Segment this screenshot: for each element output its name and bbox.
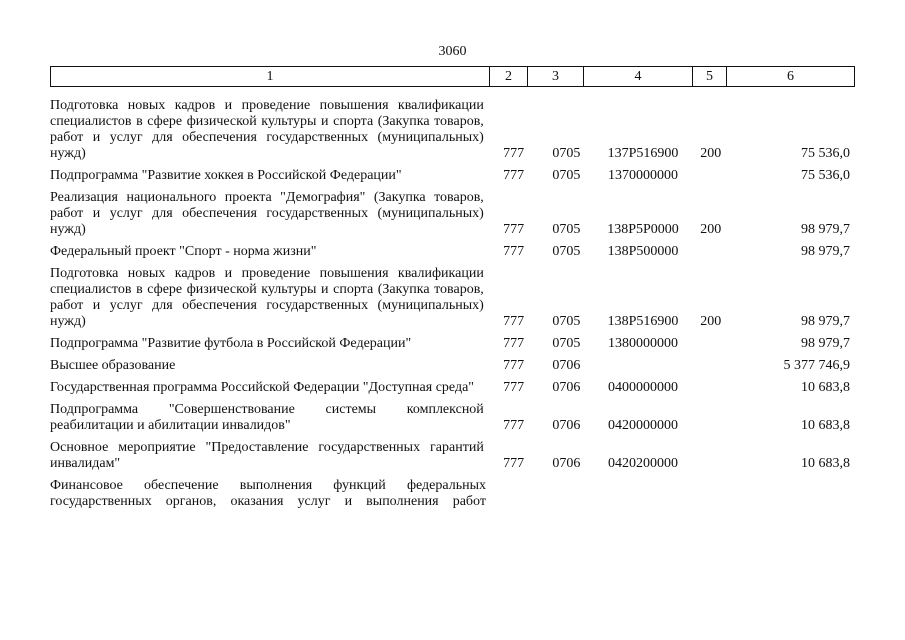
row-ministry-code: 777 bbox=[503, 418, 525, 433]
page-number: 3060 bbox=[438, 44, 467, 59]
row-ministry-code: 777 bbox=[503, 456, 525, 471]
row-target-article: 1370000000 bbox=[608, 168, 679, 183]
row-section-code: 0706 bbox=[552, 358, 581, 373]
row-ministry-code: 777 bbox=[503, 358, 525, 373]
row-section-code: 0705 bbox=[552, 222, 581, 237]
table-row bbox=[50, 98, 850, 162]
row-amount: 98 979,7 bbox=[800, 222, 850, 237]
row-description: Федеральный проект "Спорт - норма жизни" bbox=[50, 244, 317, 259]
row-target-article: 0420000000 bbox=[608, 418, 679, 433]
row-description: Подпрограмма "Развитие хоккея в Российской Федерации" bbox=[50, 168, 402, 183]
row-expense-type: 200 bbox=[700, 314, 722, 329]
row-amount: 10 683,8 bbox=[800, 380, 850, 395]
row-target-article: 138Р5Р0000 bbox=[607, 222, 679, 237]
row-ministry-code: 777 bbox=[503, 314, 525, 329]
row-amount: 98 979,7 bbox=[800, 314, 850, 329]
row-amount: 75 536,0 bbox=[800, 146, 850, 161]
row-amount: 98 979,7 bbox=[800, 244, 850, 259]
row-description: Подготовка новых кадров и проведение повышения квалификации специалистов в сфере физической культуры и спорта (Закупка товаров, работ и услуг для обеспечения государственных (муниципальных) нужд) bbox=[50, 98, 484, 161]
row-ministry-code: 777 bbox=[503, 168, 525, 183]
row-target-article: 138Р516900 bbox=[607, 314, 679, 329]
row-section-code: 0706 bbox=[552, 418, 581, 433]
column-header-1: 1 bbox=[51, 67, 490, 87]
row-description: Финансовое обеспечение выполнения функций федеральных государственных органов, оказания услуг и выполнения работ bbox=[50, 478, 486, 509]
row-amount: 98 979,7 bbox=[800, 336, 850, 351]
table-row bbox=[50, 336, 850, 352]
row-section-code: 0705 bbox=[552, 168, 581, 183]
row-description: Подготовка новых кадров и проведение повышения квалификации специалистов в сфере физической культуры и спорта (Закупка товаров, работ и услуг для обеспечения государственных (муниципальных) нужд) bbox=[50, 266, 484, 329]
table-row bbox=[50, 478, 850, 510]
table-row bbox=[50, 380, 850, 396]
row-description: Высшее образование bbox=[50, 358, 176, 373]
row-section-code: 0705 bbox=[552, 146, 581, 161]
row-description: Реализация национального проекта "Демография" (Закупка товаров, работ и услуг для обеспечения государственных (муниципальных) нужд) bbox=[50, 190, 484, 237]
row-ministry-code: 777 bbox=[503, 244, 525, 259]
row-target-article: 0420200000 bbox=[608, 456, 679, 471]
table-row bbox=[50, 440, 850, 472]
table-row bbox=[50, 266, 850, 330]
budget-table-body bbox=[50, 98, 850, 510]
row-ministry-code: 777 bbox=[503, 146, 525, 161]
column-header-2: 2 bbox=[490, 67, 528, 87]
column-header-5: 5 bbox=[693, 67, 727, 87]
column-header-6: 6 bbox=[727, 67, 855, 87]
row-target-article: 138Р500000 bbox=[607, 244, 679, 259]
row-section-code: 0705 bbox=[552, 336, 581, 351]
row-description: Подпрограмма "Совершенствование системы комплексной реабилитации и абилитации инвалидов" bbox=[50, 402, 484, 433]
row-description: Основное мероприятие "Предоставление государственных гарантий инвалидам" bbox=[50, 440, 484, 471]
row-section-code: 0705 bbox=[552, 314, 581, 329]
row-section-code: 0706 bbox=[552, 456, 581, 471]
table-row bbox=[50, 358, 850, 374]
column-header-3: 3 bbox=[528, 67, 584, 87]
row-ministry-code: 777 bbox=[503, 222, 525, 237]
row-amount: 10 683,8 bbox=[800, 418, 850, 433]
column-header-table bbox=[50, 66, 855, 87]
row-description: Государственная программа Российской Федерации "Доступная среда" bbox=[50, 380, 474, 395]
row-target-article: 0400000000 bbox=[608, 380, 679, 395]
row-ministry-code: 777 bbox=[503, 380, 525, 395]
table-row bbox=[50, 190, 850, 238]
row-expense-type: 200 bbox=[700, 222, 722, 237]
table-row bbox=[50, 244, 850, 260]
row-section-code: 0706 bbox=[552, 380, 581, 395]
column-header-4: 4 bbox=[584, 67, 693, 87]
table-row bbox=[50, 168, 850, 184]
row-description: Подпрограмма "Развитие футбола в Российской Федерации" bbox=[50, 336, 412, 351]
row-amount: 75 536,0 bbox=[800, 168, 850, 183]
row-amount: 10 683,8 bbox=[800, 456, 850, 471]
row-target-article: 137Р516900 bbox=[607, 146, 679, 161]
row-amount: 5 377 746,9 bbox=[783, 358, 850, 373]
row-expense-type: 200 bbox=[700, 146, 722, 161]
row-ministry-code: 777 bbox=[503, 336, 525, 351]
row-target-article: 1380000000 bbox=[608, 336, 679, 351]
row-section-code: 0705 bbox=[552, 244, 581, 259]
table-row bbox=[50, 402, 850, 434]
